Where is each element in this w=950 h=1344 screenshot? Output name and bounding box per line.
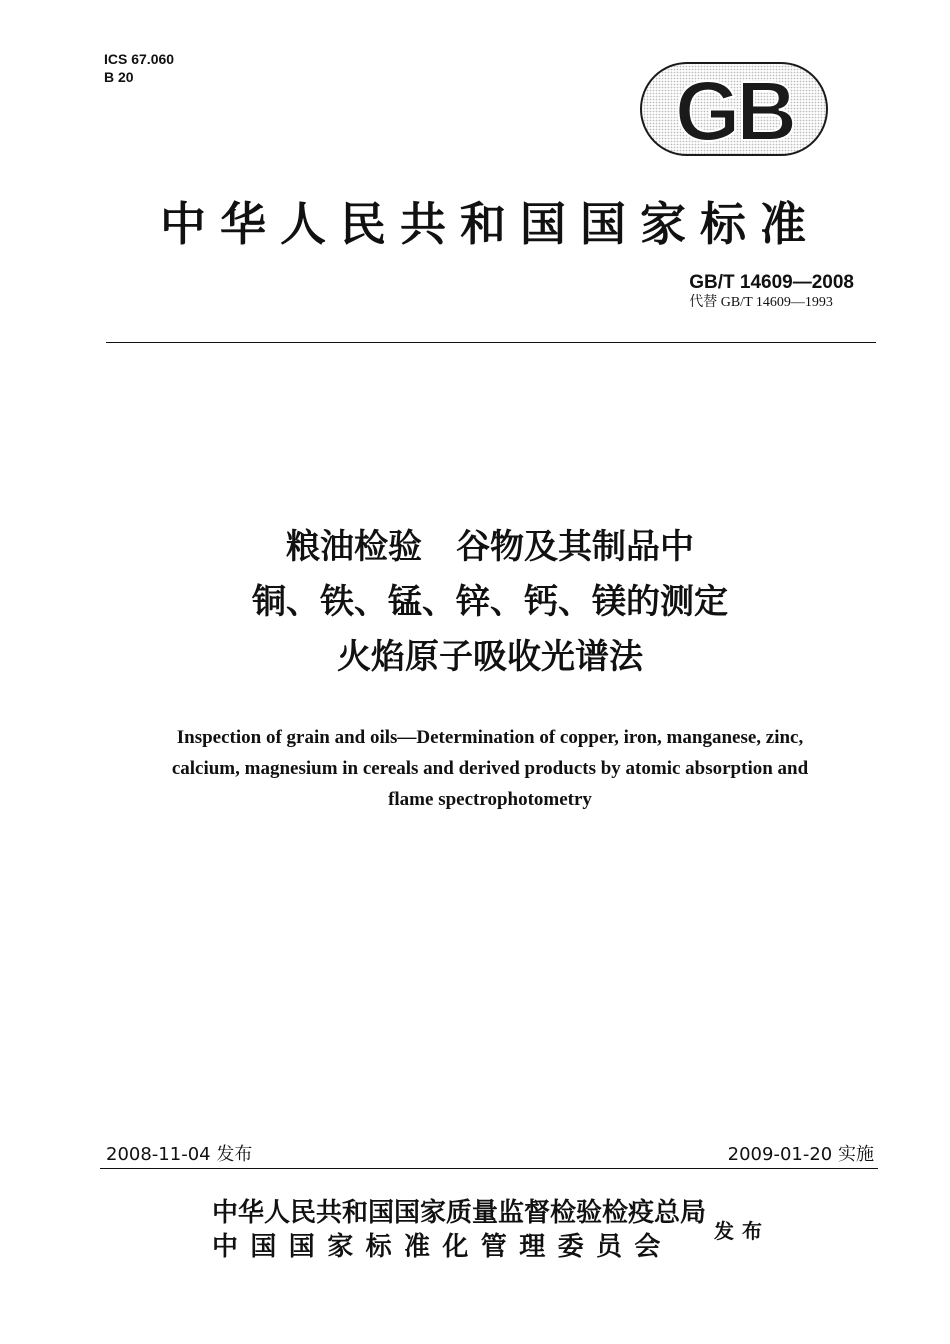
chinese-title: [100, 520, 880, 685]
authority-sac: 中国国家标准化管理委员会: [212, 1232, 673, 1262]
chinese-title-line3: 火焰原子吸收光谱法: [337, 637, 643, 677]
gb-logo-text: GB: [675, 64, 793, 156]
standard-title: 中华人民共和国国家标准: [160, 197, 820, 251]
ccs-code: B 20: [104, 69, 134, 85]
standard-number: GB/T 14609—2008: [689, 272, 854, 293]
chinese-title-line2: 铜、铁、锰、锌、钙、镁的测定: [252, 582, 728, 622]
english-title-line2: calcium, magnesium in cereals and derived products by atomic absorption and: [171, 758, 809, 779]
implementation-date: 2009-01-20 实施: [727, 1144, 874, 1165]
footer-divider: [100, 1168, 878, 1169]
authority-aqsiq: 中华人民共和国国家质量监督检验检疫总局: [212, 1198, 707, 1228]
ics-classification: [104, 50, 174, 86]
header-divider: [106, 342, 876, 343]
publishing-authorities: [212, 1196, 706, 1264]
ics-code: ICS 67.060: [104, 51, 175, 67]
english-title-line1: Inspection of grain and oils—Determination of copper, iron, manganese, zinc,: [176, 727, 804, 748]
chinese-title-line1: 粮油检验 谷物及其制品中: [286, 527, 694, 567]
gb-logo: [640, 62, 828, 156]
standard-number-block: [689, 272, 854, 312]
issue-date: 2008-11-04 发布: [106, 1144, 253, 1165]
publish-label: 发布: [714, 1219, 770, 1243]
english-title: [110, 722, 870, 815]
replaces-standard: 代替 GB/T 14609—1993: [689, 295, 833, 310]
english-title-line3: flame spectrophotometry: [388, 789, 592, 810]
